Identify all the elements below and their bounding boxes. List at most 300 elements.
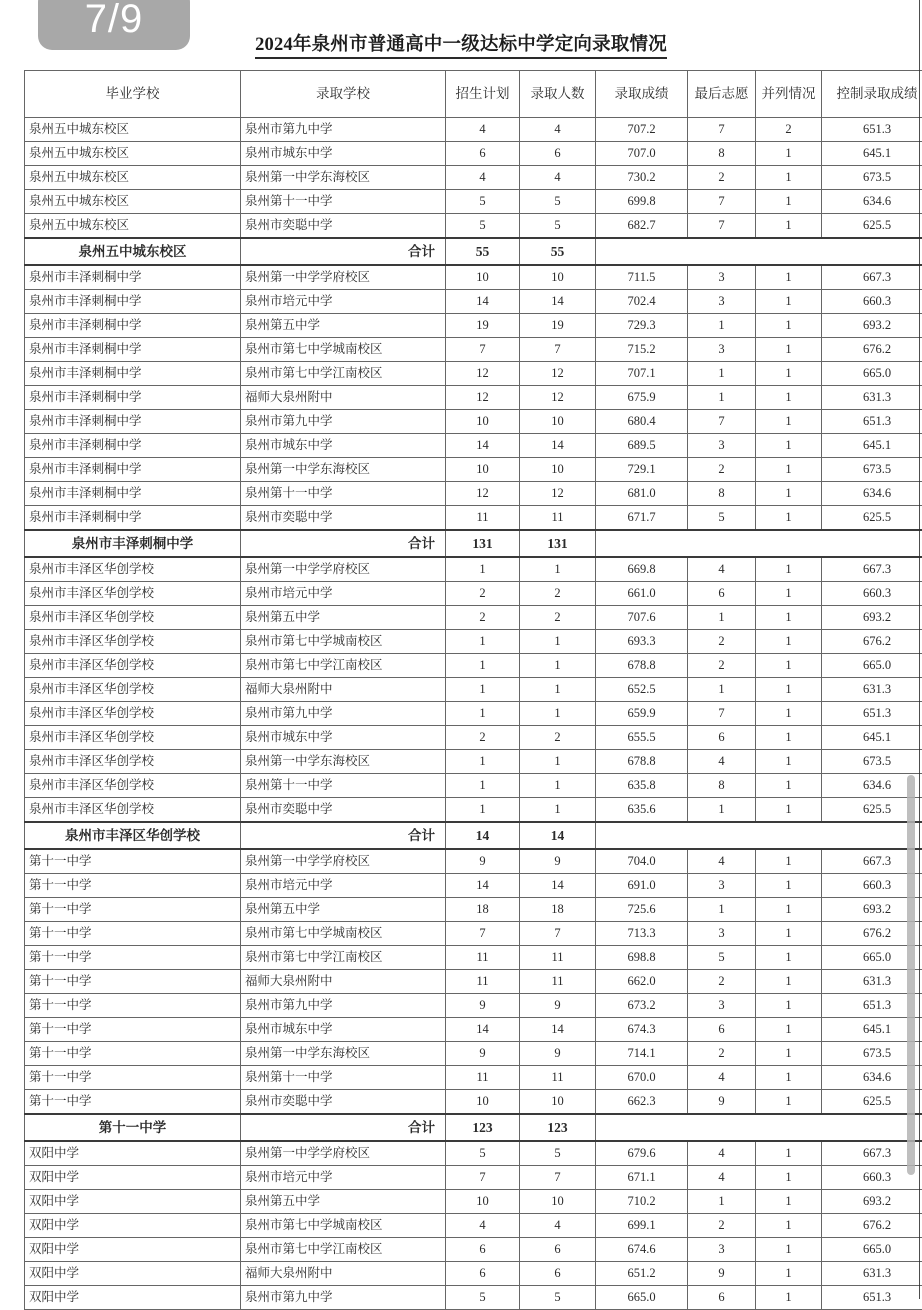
cell-tie: 1 — [756, 1166, 822, 1190]
cell-control-score: 634.6 — [822, 774, 922, 798]
table-row — [25, 1190, 922, 1214]
cell-plan: 14 — [446, 874, 520, 898]
cell-tie: 2 — [756, 118, 822, 142]
cell-plan: 4 — [446, 1214, 520, 1238]
cell-plan: 2 — [446, 582, 520, 606]
cell-score: 704.0 — [596, 849, 688, 874]
cell-admitting-school: 泉州市奕聪中学 — [241, 1090, 446, 1115]
cell-admitting-school: 泉州第一中学学府校区 — [241, 265, 446, 290]
table-row — [25, 458, 922, 482]
cell-control-score: 625.5 — [822, 214, 922, 239]
subtotal-plan: 131 — [446, 530, 520, 557]
cell-graduating-school: 泉州市丰泽区华创学校 — [25, 630, 241, 654]
cell-graduating-school: 第十一中学 — [25, 970, 241, 994]
cell-control-score: 625.5 — [822, 798, 922, 823]
subtotal-label: 合计 — [241, 530, 446, 557]
cell-score: 675.9 — [596, 386, 688, 410]
cell-admitting-school: 泉州第十一中学 — [241, 190, 446, 214]
cell-control-score: 673.5 — [822, 458, 922, 482]
cell-score: 707.0 — [596, 142, 688, 166]
cell-graduating-school: 泉州市丰泽区华创学校 — [25, 726, 241, 750]
cell-control-score: 651.3 — [822, 994, 922, 1018]
cell-plan: 5 — [446, 214, 520, 239]
subtotal-label: 合计 — [241, 822, 446, 849]
cell-graduating-school: 第十一中学 — [25, 1042, 241, 1066]
cell-admitting-school: 泉州第一中学学府校区 — [241, 1141, 446, 1166]
cell-tie: 1 — [756, 630, 822, 654]
cell-last-choice: 3 — [688, 338, 756, 362]
cell-plan: 6 — [446, 1238, 520, 1262]
cell-tie: 1 — [756, 1262, 822, 1286]
cell-tie: 1 — [756, 482, 822, 506]
cell-plan: 2 — [446, 606, 520, 630]
cell-tie: 1 — [756, 582, 822, 606]
column-header-plan: 招生计划 — [446, 71, 520, 118]
table-row — [25, 582, 922, 606]
table-row — [25, 994, 922, 1018]
cell-admitted: 11 — [520, 1066, 596, 1090]
cell-graduating-school: 第十一中学 — [25, 994, 241, 1018]
cell-admitted: 18 — [520, 898, 596, 922]
cell-graduating-school: 泉州市丰泽区华创学校 — [25, 750, 241, 774]
cell-admitted: 4 — [520, 118, 596, 142]
cell-tie: 1 — [756, 265, 822, 290]
cell-graduating-school: 泉州市丰泽区华创学校 — [25, 678, 241, 702]
subtotal-empty-cells — [596, 822, 922, 849]
cell-score: 707.1 — [596, 362, 688, 386]
cell-admitting-school: 泉州第五中学 — [241, 1190, 446, 1214]
column-header-admitting-school: 录取学校 — [241, 71, 446, 118]
cell-graduating-school: 泉州市丰泽刺桐中学 — [25, 506, 241, 531]
cell-admitting-school: 泉州市城东中学 — [241, 434, 446, 458]
cell-admitted: 14 — [520, 290, 596, 314]
cell-tie: 1 — [756, 1018, 822, 1042]
cell-score: 662.3 — [596, 1090, 688, 1115]
cell-last-choice: 6 — [688, 726, 756, 750]
cell-graduating-school: 泉州市丰泽刺桐中学 — [25, 458, 241, 482]
cell-admitting-school: 泉州市奕聪中学 — [241, 214, 446, 239]
cell-admitting-school: 泉州市第九中学 — [241, 994, 446, 1018]
cell-score: 678.8 — [596, 654, 688, 678]
cell-score: 707.2 — [596, 118, 688, 142]
cell-control-score: 660.3 — [822, 290, 922, 314]
cell-last-choice: 3 — [688, 290, 756, 314]
cell-admitting-school: 泉州市城东中学 — [241, 1018, 446, 1042]
table-row — [25, 898, 922, 922]
subtotal-label: 合计 — [241, 238, 446, 265]
cell-last-choice: 4 — [688, 1166, 756, 1190]
cell-admitted: 1 — [520, 557, 596, 582]
table-subtotal-row — [25, 1114, 922, 1141]
cell-last-choice: 9 — [688, 1090, 756, 1115]
cell-graduating-school: 泉州市丰泽刺桐中学 — [25, 434, 241, 458]
cell-tie: 1 — [756, 362, 822, 386]
cell-graduating-school: 第十一中学 — [25, 898, 241, 922]
cell-score: 715.2 — [596, 338, 688, 362]
vertical-scrollbar-thumb[interactable] — [907, 775, 915, 1175]
cell-control-score: 676.2 — [822, 1214, 922, 1238]
cell-tie: 1 — [756, 606, 822, 630]
cell-admitted: 12 — [520, 482, 596, 506]
table-row — [25, 726, 922, 750]
cell-plan: 7 — [446, 922, 520, 946]
cell-last-choice: 1 — [688, 798, 756, 823]
cell-admitted: 10 — [520, 410, 596, 434]
cell-control-score: 673.5 — [822, 166, 922, 190]
table-header-row — [25, 71, 922, 118]
cell-admitted: 10 — [520, 265, 596, 290]
cell-admitted: 10 — [520, 1090, 596, 1115]
cell-plan: 4 — [446, 118, 520, 142]
cell-tie: 1 — [756, 386, 822, 410]
column-header-admitted: 录取人数 — [520, 71, 596, 118]
cell-score: 670.0 — [596, 1066, 688, 1090]
cell-admitted: 1 — [520, 702, 596, 726]
cell-score: 673.2 — [596, 994, 688, 1018]
subtotal-admitted: 14 — [520, 822, 596, 849]
cell-score: 729.1 — [596, 458, 688, 482]
subtotal-plan: 123 — [446, 1114, 520, 1141]
cell-admitted: 11 — [520, 946, 596, 970]
table-row — [25, 265, 922, 290]
cell-control-score: 676.2 — [822, 922, 922, 946]
cell-plan: 1 — [446, 750, 520, 774]
cell-admitted: 10 — [520, 458, 596, 482]
table-row — [25, 1141, 922, 1166]
cell-admitting-school: 泉州市培元中学 — [241, 290, 446, 314]
cell-tie: 1 — [756, 166, 822, 190]
cell-admitting-school: 泉州市奕聪中学 — [241, 506, 446, 531]
cell-score: 699.8 — [596, 190, 688, 214]
cell-score: 652.5 — [596, 678, 688, 702]
cell-last-choice: 2 — [688, 970, 756, 994]
cell-tie: 1 — [756, 702, 822, 726]
cell-graduating-school: 泉州市丰泽区华创学校 — [25, 606, 241, 630]
cell-control-score: 693.2 — [822, 314, 922, 338]
table-row — [25, 654, 922, 678]
subtotal-empty-cells — [596, 1114, 922, 1141]
cell-score: 671.7 — [596, 506, 688, 531]
cell-admitted: 1 — [520, 654, 596, 678]
cell-plan: 10 — [446, 458, 520, 482]
cell-control-score: 693.2 — [822, 898, 922, 922]
cell-admitting-school: 福师大泉州附中 — [241, 1262, 446, 1286]
cell-tie: 1 — [756, 1141, 822, 1166]
cell-admitting-school: 泉州市第七中学江南校区 — [241, 946, 446, 970]
cell-admitted: 5 — [520, 214, 596, 239]
cell-admitted: 11 — [520, 506, 596, 531]
cell-plan: 19 — [446, 314, 520, 338]
table-row — [25, 774, 922, 798]
cell-score: 689.5 — [596, 434, 688, 458]
cell-score: 713.3 — [596, 922, 688, 946]
cell-admitting-school: 泉州市城东中学 — [241, 142, 446, 166]
cell-admitted: 11 — [520, 970, 596, 994]
table-body — [25, 118, 922, 1310]
column-header-score: 录取成绩 — [596, 71, 688, 118]
cell-control-score: 693.2 — [822, 606, 922, 630]
cell-last-choice: 9 — [688, 1262, 756, 1286]
cell-admitting-school: 泉州市第九中学 — [241, 1286, 446, 1310]
cell-admitted: 9 — [520, 849, 596, 874]
table-row — [25, 338, 922, 362]
cell-score: 635.8 — [596, 774, 688, 798]
cell-admitted: 1 — [520, 630, 596, 654]
cell-control-score: 667.3 — [822, 557, 922, 582]
cell-plan: 14 — [446, 434, 520, 458]
cell-tie: 1 — [756, 726, 822, 750]
table-header — [25, 71, 922, 118]
cell-control-score: 673.5 — [822, 1042, 922, 1066]
cell-last-choice: 7 — [688, 410, 756, 434]
cell-graduating-school: 泉州市丰泽区华创学校 — [25, 798, 241, 823]
cell-admitted: 19 — [520, 314, 596, 338]
cell-graduating-school: 泉州五中城东校区 — [25, 214, 241, 239]
cell-control-score: 625.5 — [822, 1090, 922, 1115]
cell-score: 702.4 — [596, 290, 688, 314]
cell-score: 729.3 — [596, 314, 688, 338]
cell-plan: 10 — [446, 410, 520, 434]
cell-control-score: 673.5 — [822, 750, 922, 774]
cell-admitted: 2 — [520, 606, 596, 630]
cell-tie: 1 — [756, 142, 822, 166]
subtotal-label: 合计 — [241, 1114, 446, 1141]
cell-graduating-school: 泉州五中城东校区 — [25, 118, 241, 142]
cell-control-score: 667.3 — [822, 265, 922, 290]
cell-plan: 10 — [446, 1190, 520, 1214]
cell-plan: 1 — [446, 630, 520, 654]
admissions-table — [24, 70, 922, 1310]
cell-control-score: 631.3 — [822, 678, 922, 702]
cell-admitting-school: 泉州市培元中学 — [241, 1166, 446, 1190]
cell-last-choice: 6 — [688, 582, 756, 606]
page-edge-rule — [919, 0, 920, 1299]
cell-tie: 1 — [756, 994, 822, 1018]
cell-control-score: 665.0 — [822, 362, 922, 386]
table-row — [25, 750, 922, 774]
cell-last-choice: 4 — [688, 1141, 756, 1166]
cell-graduating-school: 双阳中学 — [25, 1214, 241, 1238]
table-row — [25, 1066, 922, 1090]
cell-graduating-school: 泉州市丰泽刺桐中学 — [25, 386, 241, 410]
cell-admitted: 12 — [520, 386, 596, 410]
cell-last-choice: 1 — [688, 898, 756, 922]
cell-score: 707.6 — [596, 606, 688, 630]
table-row — [25, 970, 922, 994]
cell-admitted: 6 — [520, 1262, 596, 1286]
table-row — [25, 1018, 922, 1042]
cell-admitting-school: 泉州第五中学 — [241, 606, 446, 630]
cell-score: 698.8 — [596, 946, 688, 970]
cell-score: 699.1 — [596, 1214, 688, 1238]
cell-score: 665.0 — [596, 1286, 688, 1310]
cell-control-score: 631.3 — [822, 970, 922, 994]
admissions-table-container — [24, 70, 896, 1310]
cell-control-score: 660.3 — [822, 1166, 922, 1190]
cell-plan: 1 — [446, 798, 520, 823]
table-row — [25, 434, 922, 458]
cell-last-choice: 3 — [688, 874, 756, 898]
table-row — [25, 702, 922, 726]
cell-admitting-school: 泉州第一中学学府校区 — [241, 849, 446, 874]
table-row — [25, 482, 922, 506]
cell-graduating-school: 双阳中学 — [25, 1238, 241, 1262]
cell-tie: 1 — [756, 946, 822, 970]
cell-last-choice: 6 — [688, 1286, 756, 1310]
cell-last-choice: 8 — [688, 774, 756, 798]
table-subtotal-row — [25, 822, 922, 849]
cell-control-score: 660.3 — [822, 582, 922, 606]
cell-plan: 1 — [446, 654, 520, 678]
cell-admitting-school: 泉州第一中学东海校区 — [241, 458, 446, 482]
cell-control-score: 631.3 — [822, 1262, 922, 1286]
cell-graduating-school: 双阳中学 — [25, 1166, 241, 1190]
table-row — [25, 214, 922, 239]
cell-plan: 2 — [446, 726, 520, 750]
cell-admitted: 6 — [520, 142, 596, 166]
watermark — [790, 1255, 900, 1295]
cell-last-choice: 1 — [688, 362, 756, 386]
cell-plan: 4 — [446, 166, 520, 190]
cell-last-choice: 1 — [688, 314, 756, 338]
cell-score: 681.0 — [596, 482, 688, 506]
cell-admitted: 1 — [520, 774, 596, 798]
cell-graduating-school: 泉州市丰泽刺桐中学 — [25, 410, 241, 434]
cell-plan: 18 — [446, 898, 520, 922]
table-row — [25, 849, 922, 874]
cell-tie: 1 — [756, 1286, 822, 1310]
cell-last-choice: 2 — [688, 630, 756, 654]
cell-admitted: 7 — [520, 1166, 596, 1190]
cell-control-score: 634.6 — [822, 190, 922, 214]
subtotal-group-name: 第十一中学 — [25, 1114, 241, 1141]
cell-admitting-school: 泉州市第七中学江南校区 — [241, 1238, 446, 1262]
cell-control-score: 676.2 — [822, 338, 922, 362]
cell-control-score: 645.1 — [822, 726, 922, 750]
table-row — [25, 1286, 922, 1310]
cell-last-choice: 8 — [688, 482, 756, 506]
cell-graduating-school: 泉州市丰泽区华创学校 — [25, 582, 241, 606]
cell-plan: 1 — [446, 557, 520, 582]
table-row — [25, 166, 922, 190]
cell-graduating-school: 泉州市丰泽刺桐中学 — [25, 314, 241, 338]
cell-graduating-school: 泉州市丰泽区华创学校 — [25, 702, 241, 726]
cell-admitting-school: 泉州市第七中学城南校区 — [241, 338, 446, 362]
cell-plan: 6 — [446, 1262, 520, 1286]
table-subtotal-row — [25, 238, 922, 265]
cell-score: 711.5 — [596, 265, 688, 290]
page-title — [0, 30, 922, 56]
cell-last-choice: 3 — [688, 994, 756, 1018]
cell-admitted: 1 — [520, 798, 596, 823]
cell-graduating-school: 双阳中学 — [25, 1262, 241, 1286]
cell-tie: 1 — [756, 774, 822, 798]
cell-admitted: 4 — [520, 166, 596, 190]
cell-graduating-school: 泉州市丰泽刺桐中学 — [25, 338, 241, 362]
cell-admitted: 5 — [520, 190, 596, 214]
table-row — [25, 118, 922, 142]
cell-graduating-school: 双阳中学 — [25, 1286, 241, 1310]
cell-last-choice: 1 — [688, 1190, 756, 1214]
table-row — [25, 1166, 922, 1190]
cell-admitting-school: 泉州市第七中学江南校区 — [241, 654, 446, 678]
table-row — [25, 946, 922, 970]
cell-control-score: 651.3 — [822, 1286, 922, 1310]
cell-admitting-school: 泉州市第九中学 — [241, 702, 446, 726]
cell-graduating-school: 泉州市丰泽刺桐中学 — [25, 265, 241, 290]
cell-last-choice: 3 — [688, 922, 756, 946]
cell-graduating-school: 第十一中学 — [25, 874, 241, 898]
cell-last-choice: 2 — [688, 458, 756, 482]
cell-plan: 9 — [446, 1042, 520, 1066]
column-header-control-score: 控制录取成绩 — [822, 71, 922, 118]
cell-admitted: 1 — [520, 678, 596, 702]
table-row — [25, 606, 922, 630]
cell-score: 671.1 — [596, 1166, 688, 1190]
cell-tie: 1 — [756, 798, 822, 823]
table-row — [25, 1042, 922, 1066]
cell-last-choice: 3 — [688, 1238, 756, 1262]
subtotal-plan: 14 — [446, 822, 520, 849]
cell-control-score: 660.3 — [822, 874, 922, 898]
table-row — [25, 630, 922, 654]
cell-tie: 1 — [756, 338, 822, 362]
page-indicator-label: 7/9 — [85, 0, 144, 42]
cell-admitting-school: 泉州市第七中学城南校区 — [241, 922, 446, 946]
cell-tie: 1 — [756, 922, 822, 946]
cell-tie: 1 — [756, 214, 822, 239]
cell-plan: 5 — [446, 190, 520, 214]
cell-admitting-school: 泉州市第九中学 — [241, 118, 446, 142]
cell-tie: 1 — [756, 1042, 822, 1066]
cell-last-choice: 5 — [688, 946, 756, 970]
cell-score: 725.6 — [596, 898, 688, 922]
cell-plan: 1 — [446, 678, 520, 702]
subtotal-plan: 55 — [446, 238, 520, 265]
cell-admitted: 14 — [520, 1018, 596, 1042]
cell-graduating-school: 第十一中学 — [25, 946, 241, 970]
cell-last-choice: 1 — [688, 678, 756, 702]
table-row — [25, 678, 922, 702]
cell-admitted: 2 — [520, 726, 596, 750]
cell-plan: 11 — [446, 970, 520, 994]
subtotal-empty-cells — [596, 530, 922, 557]
cell-admitting-school: 泉州第一中学学府校区 — [241, 557, 446, 582]
table-row — [25, 798, 922, 823]
cell-score: 659.9 — [596, 702, 688, 726]
cell-plan: 7 — [446, 1166, 520, 1190]
cell-control-score: 645.1 — [822, 434, 922, 458]
cell-tie: 1 — [756, 1090, 822, 1115]
cell-control-score: 667.3 — [822, 1141, 922, 1166]
cell-admitting-school: 泉州市培元中学 — [241, 582, 446, 606]
cell-plan: 14 — [446, 290, 520, 314]
cell-admitting-school: 福师大泉州附中 — [241, 970, 446, 994]
cell-tie: 1 — [756, 458, 822, 482]
cell-tie: 1 — [756, 434, 822, 458]
cell-tie: 1 — [756, 970, 822, 994]
table-subtotal-row — [25, 530, 922, 557]
cell-admitting-school: 泉州市培元中学 — [241, 874, 446, 898]
table-row — [25, 506, 922, 531]
cell-admitting-school: 泉州市第七中学城南校区 — [241, 630, 446, 654]
cell-tie: 1 — [756, 1066, 822, 1090]
table-row — [25, 362, 922, 386]
cell-last-choice: 2 — [688, 654, 756, 678]
cell-last-choice: 2 — [688, 1214, 756, 1238]
cell-graduating-school: 泉州市丰泽区华创学校 — [25, 654, 241, 678]
cell-admitting-school: 泉州第五中学 — [241, 314, 446, 338]
